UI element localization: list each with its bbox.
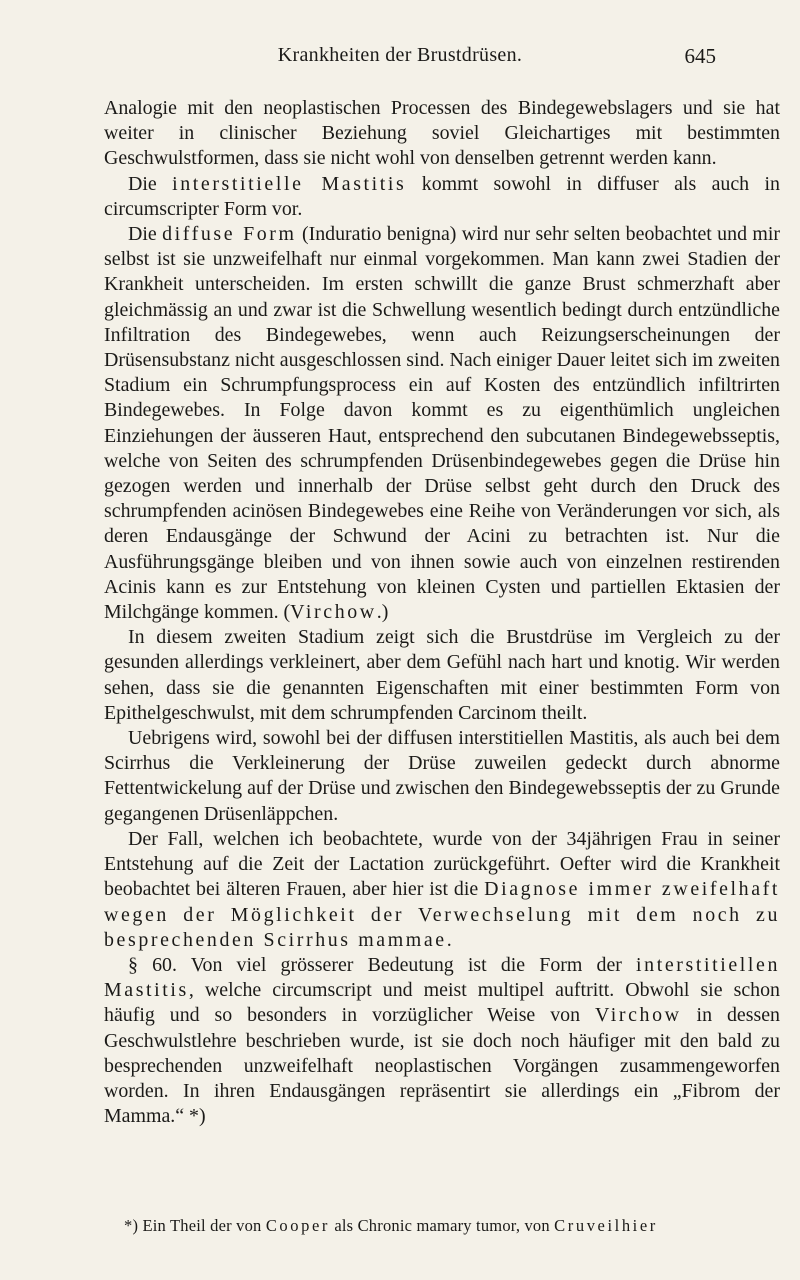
paragraph-1: Analogie mit den neoplastischen Processen des Bindegewebslagers und sie hat weiter in clinischer Beziehung soviel Gleichartiges mit bestimmten Geschwulstformen, dass sie nicht wohl von denselben getrennt werden kann. bbox=[104, 97, 780, 170]
page-header bbox=[0, 44, 800, 72]
spaced-term: Diagnose immer zweifelhaft wegen der Möglichkeit der Verwechselung mit dem noch zu besprechenden Scirrhus mammae bbox=[104, 878, 780, 951]
paragraph-4: In diesem zweiten Stadium zeigt sich die Brustdrüse im Vergleich zu der gesunden allerdings verkleinert, aber dem Gefühl nach hart und knotig. Wir werden sehen, dass sie die genannten Eigenschaften mit einer bestimmten Form von Epithelgeschwulst, mit dem schrumpfenden Carcinom theilt. bbox=[104, 626, 780, 724]
paragraph-2: Die interstitielle Mastitis kommt sowohl in diffuser als auch in circumscripter Form vor. bbox=[104, 172, 780, 220]
spaced-term: interstitiellen Mastitis bbox=[104, 953, 780, 1002]
author-name: Virchow bbox=[595, 1004, 682, 1027]
page-number: 645 bbox=[684, 44, 716, 68]
footnote: *) Ein Theil der von Cooper als Chronic mamary tumor, von Cruveilhier bbox=[124, 1216, 658, 1235]
author-name: Cruveilhier bbox=[554, 1216, 658, 1235]
paragraph-5: Uebrigens wird, sowohl bei der diffusen interstitiellen Mastitis, als auch bei dem Scirrhus die Verkleinerung der Drüse zuweilen gedeckt durch abnorme Fettentwickelung auf der Drüse und zwischen den Bindegewebsseptis der zu Grunde gegangenen Drüsenläppchen. bbox=[104, 727, 780, 825]
paragraph-6: Der Fall, welchen ich beobachtete, wurde von der 34jährigen Frau in seiner Entstehung auf die Zeit der Lactation zurückgeführt. Oefter wird die Krankheit beobachtet bei älteren Frauen, aber hier ist die Diagnose immer zweifelhaft wegen der Möglichkeit der Verwechselung mit dem noch zu besprechenden Scirrhus mammae. bbox=[104, 827, 780, 951]
paragraph-7: § 60. Von viel grösserer Bedeutung ist die Form der interstitiellen Mastitis, welche circumscript und meist multipel auftritt. Obwohl sie schon häufig und so besonders in vorzüglicher Weise von Virchow in dessen Geschwulstlehre beschrieben wurde, ist sie doch noch häufiger mit den bald zu besprechenden unzweifelhaft neoplastischen Vorgängen zusammengeworfen worden. In ihren Endausgängen repräsentirt sie allerdings ein „Fibrom der Mamma.“ *) bbox=[104, 953, 780, 1128]
spaced-term: diffuse Form bbox=[162, 223, 297, 246]
running-title: Krankheiten der Brustdrüsen. bbox=[277, 44, 523, 66]
body-text bbox=[104, 96, 780, 1129]
author-name: Cooper bbox=[265, 1216, 331, 1235]
paragraph-3: Die diffuse Form (Induratio benigna) wird nur sehr selten beobachtet und mir selbst ist sie unzweifelhaft nur einmal vorgekommen. Man kann zwei Stadien der Krankheit unterscheiden. Im ersten schwillt die ganze Brust schmerzhaft aber gleichmässig an und zwar ist die Schwellung wesentlich bedingt durch entzündliche Infiltration des Bindegewebes, wenn auch Reizungserscheinungen der Drüsensubstanz nicht ausgeschlossen sind. Nach einiger Dauer leitet sich im zweiten Stadium ein Schrumpfungsprocess ein auf Kosten des entzündlich infiltrirten Bindegewebes. In Folge davon kommt es zu eigenthümlich ungleichen Einziehungen der äusseren Haut, entsprechend den subcutanen Bindegewebsseptis, welche von Seiten des schrumpfenden Drüsenbindegewebes gegen die Drüse hin gezogen werden und innerhalb der Drüse selbst geht durch den Druck des schrumpfenden acinösen Bindegewebes eine Reihe von Veränderungen vor sich, als deren Endausgänge der Schwund der Acini zu betrachten ist. Nur die Ausführungsgänge bleiben und von ihnen sowie auch von einzelnen restirenden Acinis kann es zur Entstehung von kleinen Cysten und partiellen Ektasien der Milchgänge kommen. (Virchow.) bbox=[104, 223, 780, 624]
spaced-term: interstitielle Mastitis bbox=[172, 172, 407, 195]
author-name: Virchow bbox=[290, 601, 377, 624]
